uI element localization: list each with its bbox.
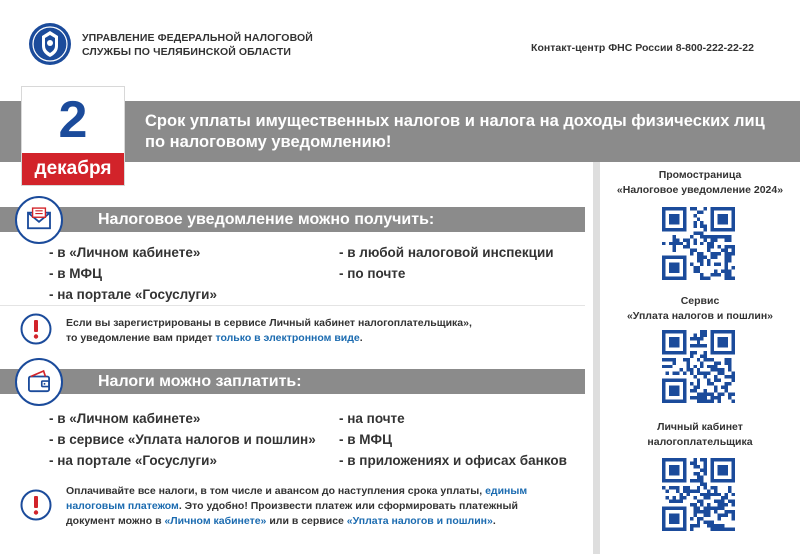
date-month: декабря: [22, 153, 124, 185]
contact-center: Контакт-центр ФНС России 8-800-222-22-22: [531, 42, 754, 54]
deadline-title: Срок уплаты имущественных налогов и налога на доходы физических лиц по налоговому уведомлению!: [145, 112, 765, 151]
fns-emblem-icon: [28, 22, 72, 66]
date-day: 2: [58, 91, 88, 149]
qr-code-payment-service[interactable]: [662, 330, 735, 403]
date-card: [22, 87, 124, 185]
divider: [0, 305, 585, 306]
pay-item-account: - в «Личном кабинете»: [49, 411, 201, 426]
organization-name: УПРАВЛЕНИЕ ФЕДЕРАЛЬНОЙ НАЛОГОВОЙ СЛУЖБЫ ПО ЧЕЛЯБИНСКОЙ ОБЛАСТИ: [82, 32, 313, 58]
qr-column: [593, 162, 800, 554]
pay-item-service: - в сервисе «Уплата налогов и пошлин»: [49, 432, 316, 447]
envelope-icon: [15, 196, 63, 244]
receive-item-mail: - по почте: [339, 266, 406, 281]
qr-caption-promo: Промостраница «Налоговое уведомление 2024»: [616, 169, 784, 196]
wallet-icon: [15, 358, 63, 406]
qr-code-taxpayer-account[interactable]: [662, 458, 735, 531]
section-title-pay: Налоги можно заплатить:: [98, 373, 302, 390]
qr-caption-payment-service: Сервис «Уплата налогов и пошлин»: [626, 295, 774, 322]
pay-note: Оплачивайте все налоги, в том числе и авансом до наступления срока уплаты, единым налоговым платежом. Это удобно! Произвести платеж или сформировать платежный документ можно в «Личном кабинете» или в сервисе «Уплата налогов и пошлин».: [66, 485, 528, 527]
qr-code-promo[interactable]: [662, 207, 735, 280]
exclamation-icon: [20, 313, 52, 345]
section-title-receive: Налоговое уведомление можно получить:: [98, 211, 435, 228]
receive-note: Если вы зарегистрированы в сервисе Личный кабинет налогоплательщика», то уведомление вам придет только в электронном виде.: [66, 317, 472, 344]
receive-item-gosuslugi: - на портале «Госуслуги»: [49, 287, 217, 302]
receive-item-mfc: - в МФЦ: [49, 266, 102, 281]
pay-item-gosuslugi: - на портале «Госуслуги»: [49, 453, 217, 468]
pay-item-mail: - на почте: [339, 411, 405, 426]
pay-item-mfc: - в МФЦ: [339, 432, 392, 447]
qr-caption-taxpayer-account: Личный кабинет налогоплательщика: [647, 421, 753, 448]
receive-item-inspection: - в любой налоговой инспекции: [339, 245, 554, 260]
pay-item-banks: - в приложениях и офисах банков: [339, 453, 567, 468]
exclamation-icon: [20, 489, 52, 521]
receive-item-account: - в «Личном кабинете»: [49, 245, 201, 260]
